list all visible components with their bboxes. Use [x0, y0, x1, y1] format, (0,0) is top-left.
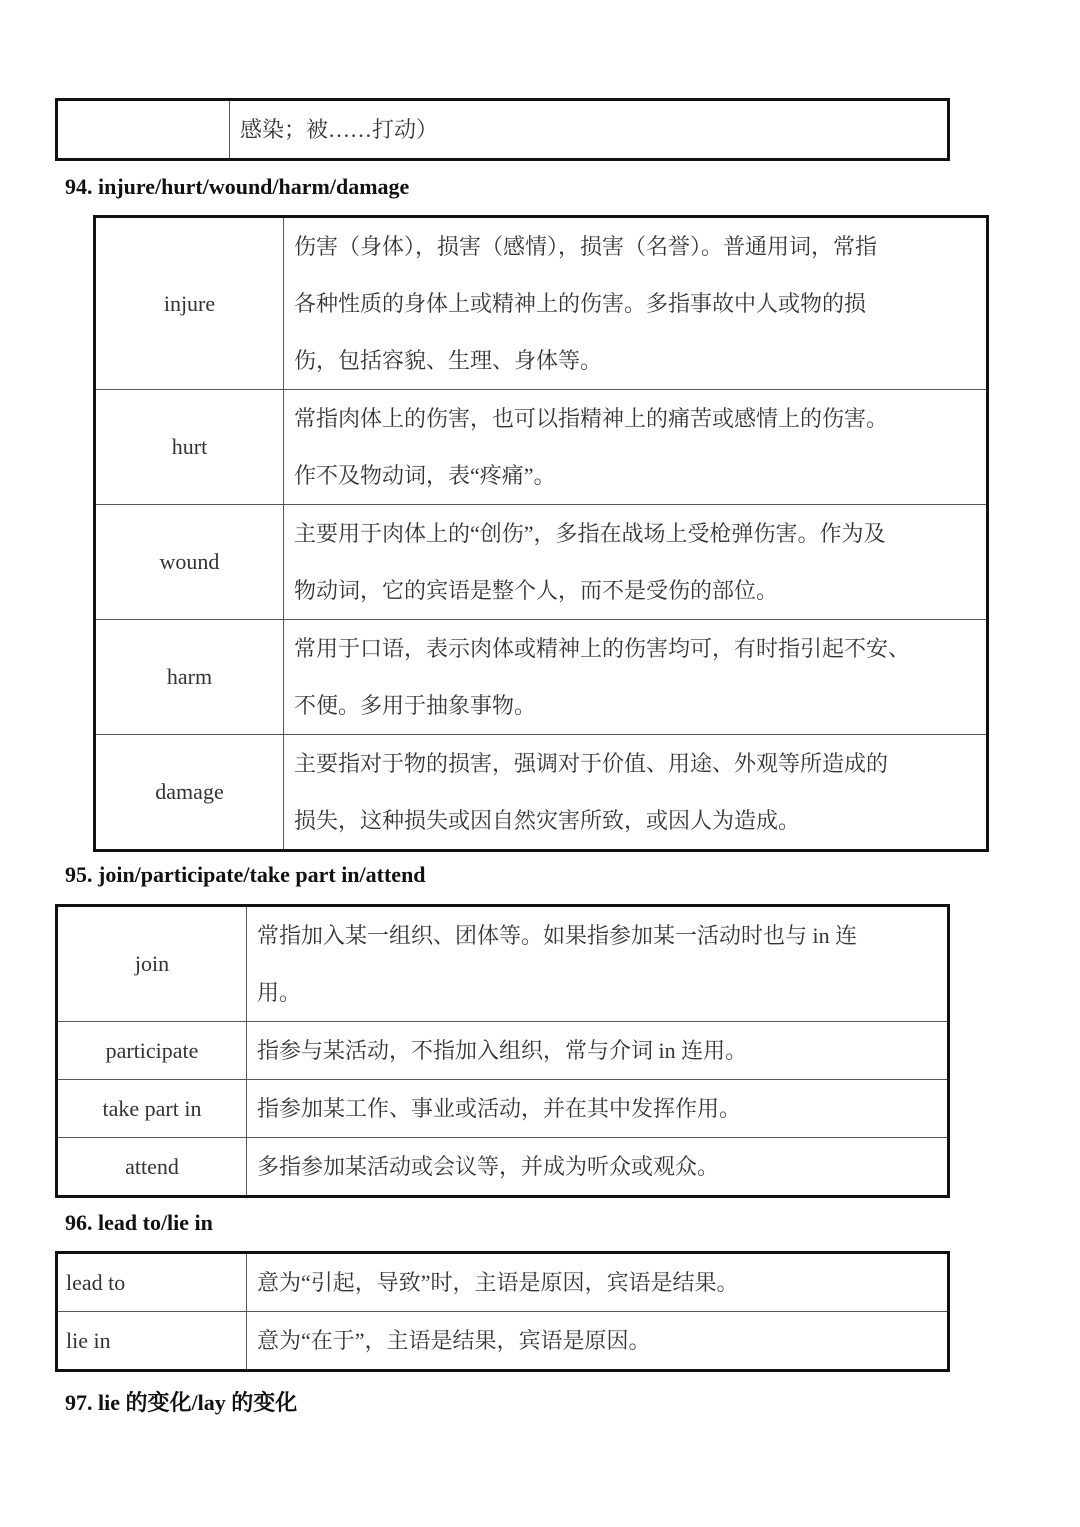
term-cell: join: [57, 906, 247, 1022]
table-94: [93, 215, 989, 852]
table-row: [57, 1138, 949, 1197]
term-cell: [57, 100, 230, 160]
desc-line: 指参加某工作、事业或活动，并在其中发挥作用。: [257, 1096, 742, 1121]
term-cell: lead to: [57, 1253, 247, 1312]
term-cell: participate: [57, 1022, 247, 1080]
desc-cell: [284, 217, 988, 390]
desc-cell: [230, 100, 949, 160]
term-cell: lie in: [57, 1312, 247, 1371]
desc-cell: [247, 1080, 949, 1138]
desc-line: 指参与某活动，不指加入组织，常与介词 in 连用。: [257, 1038, 748, 1063]
desc-line: 伤，包括容貌、生理、身体等。: [294, 348, 603, 373]
section-heading-96: 96. lead to/lie in: [65, 1210, 213, 1235]
table-fragment: [55, 98, 950, 161]
desc-line: 损失，这种损失或因自然灾害所致，或因人为造成。: [294, 808, 801, 833]
term-cell: harm: [95, 620, 284, 735]
table-row: [57, 1080, 949, 1138]
desc-line: 用。: [257, 980, 302, 1005]
desc-line: 物动词，它的宾语是整个人，而不是受伤的部位。: [294, 578, 779, 603]
desc-line: 主要用于肉体上的“创伤”，多指在战场上受枪弹伤害。作为及: [294, 521, 886, 546]
desc-line: 常用于口语，表示肉体或精神上的伤害均可，有时指引起不安、: [294, 636, 911, 661]
desc-cell: [247, 906, 949, 1022]
term-cell: hurt: [95, 390, 284, 505]
table-row: [95, 620, 988, 735]
desc-line: 意为“在于”，主语是结果，宾语是原因。: [257, 1328, 651, 1353]
section-heading-94: 94. injure/hurt/wound/harm/damage: [65, 174, 410, 199]
desc-cell: [247, 1138, 949, 1197]
desc-cell: [247, 1022, 949, 1080]
table-row: [95, 390, 988, 505]
desc-line: 作不及物动词，表“疼痛”。: [294, 463, 556, 488]
desc-line: 常指加入某一组织、团体等。如果指参加某一活动时也与 in 连: [257, 923, 858, 948]
term-cell: wound: [95, 505, 284, 620]
table-row: [57, 100, 949, 160]
table-95: [55, 904, 950, 1198]
table-row: [95, 735, 988, 851]
term-cell: take part in: [57, 1080, 247, 1138]
table-row: [57, 1312, 949, 1371]
table-row: [95, 505, 988, 620]
table-row: [57, 1253, 949, 1312]
desc-line: 意为“引起，导致”时，主语是原因，宾语是结果。: [257, 1270, 739, 1295]
table-row: [57, 1022, 949, 1080]
desc-cell: [247, 1312, 949, 1371]
desc-cell: [247, 1253, 949, 1312]
desc-cell: [284, 505, 988, 620]
desc-line: 感染；被……打动）: [240, 117, 439, 142]
term-cell: attend: [57, 1138, 247, 1197]
desc-line: 各种性质的身体上或精神上的伤害。多指事故中人或物的损: [294, 291, 867, 316]
table-row: [95, 217, 988, 390]
desc-cell: [284, 735, 988, 851]
term-cell: damage: [95, 735, 284, 851]
desc-line: 常指肉体上的伤害，也可以指精神上的痛苦或感情上的伤害。: [294, 406, 889, 431]
desc-cell: [284, 620, 988, 735]
table-row: [57, 906, 949, 1022]
desc-line: 伤害（身体），损害（感情），损害（名誉）。普通用词，常指: [294, 234, 878, 259]
table-96: [55, 1251, 950, 1372]
section-heading-95: 95. join/participate/take part in/attend: [65, 862, 426, 887]
term-cell: injure: [95, 217, 284, 390]
desc-line: 主要指对于物的损害，强调对于价值、用途、外观等所造成的: [294, 751, 889, 776]
desc-cell: [284, 390, 988, 505]
section-heading-97: 97. lie 的变化/lay 的变化: [65, 1390, 298, 1415]
desc-line: 不便。多用于抽象事物。: [294, 693, 537, 718]
desc-line: 多指参加某活动或会议等，并成为听众或观众。: [257, 1154, 720, 1179]
